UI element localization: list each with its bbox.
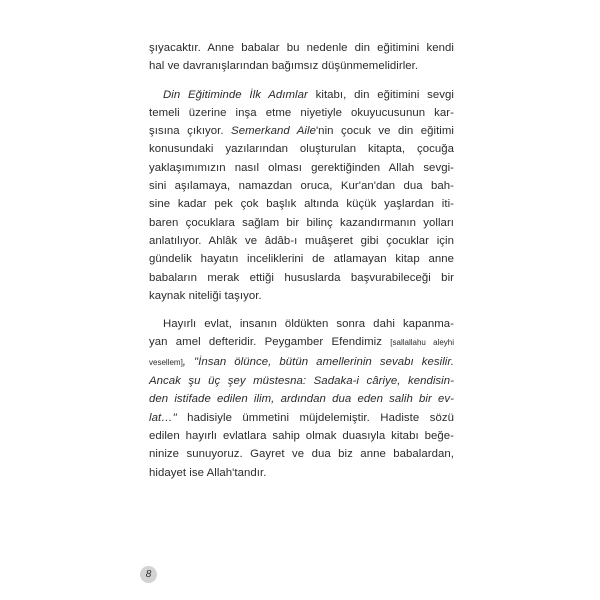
paragraph2-line10: gündelik hayatın inceliklerini de atlamayan kitap anne	[149, 253, 454, 266]
paragraph1-line2: hal ve davranışlarından bağımsız düşünmemelidirler.	[149, 60, 419, 73]
paragraph3-line3	[149, 353, 454, 372]
paragraph2-line4: konusundaki yazılarından oluşturulan kitapta, çocuğa	[149, 143, 454, 156]
paragraph2-line8: baren çocuklara sağlam bir bilinç kazandırmanın yolları	[149, 216, 454, 229]
paragraph2-line7: sine kadar pek çok başlık altında küçük yaşlardan iti-	[149, 198, 454, 211]
paragraph3-line2: yan amel defteridir. Peygamber Efendimiz [sallallahu aleyhi	[149, 336, 455, 349]
page-number: 8	[145, 568, 152, 580]
paragraph2-line2: temeli üzerine inşa etme niyetiyle okuyucusunun kar-	[149, 106, 454, 119]
paragraph3-line9: hidayet ise Allah'tandır.	[149, 466, 267, 479]
honorific-note-end: vesellem]	[149, 357, 183, 367]
paragraph3-line6: lat…" hadisiyle ümmetini müjdelemiştir. Hadiste sözü	[149, 411, 454, 424]
paragraph3-line7: edilen hayırlı evlatlara sahip olmak duasıyla kitabı beğe-	[149, 429, 454, 442]
honorific-note: [sallallahu aleyhi	[390, 338, 455, 348]
page-number-badge	[140, 566, 157, 583]
paragraph3-line5: den istifade edilen ilim, ardından dua eden salih bir ev-	[149, 393, 454, 406]
paragraph3-line4: Ancak şu üç şey müstesna: Sadaka-i câriye, kendisin-	[149, 375, 454, 388]
paragraph3-line8: ninize sunuyoruz. Gayret ve dua biz anne babalardan,	[149, 448, 454, 461]
paragraph3-line1: Hayırlı evlat, insanın öldükten sonra dahi kapanma-	[163, 318, 454, 331]
paragraph-gap	[149, 305, 454, 315]
paragraph2-line11: babaların merak ettiği hususlarda başvurabileceği bir	[149, 271, 454, 284]
paragraph2-line9: anlatılıyor. Ahlâk ve âdâb-ı muâşeret gibi çocuklar için	[149, 234, 454, 247]
paragraph1-line1: şıyacaktır. Anne babalar bu nedenle din eğitimini kendi	[149, 42, 454, 54]
paragraph2-line12: kaynak niteliği taşıyor.	[149, 289, 262, 302]
paragraph2-line1: Din Eğitiminde İlk Adımlar kitabı, din eğitimini sevgi	[163, 88, 455, 101]
book-title: Din Eğitiminde İlk Adımlar	[163, 88, 308, 101]
body-text	[149, 39, 454, 482]
hadith-quote: , "İnsan ölünce, bütün amellerinin sevabı kesilir.	[182, 355, 454, 368]
paragraph2-line6: sini aşılamaya, namazdan oruca, Kur'an'dan dua bah-	[149, 180, 454, 193]
magazine-title: Semerkand Aile	[231, 125, 316, 138]
paragraph2-line3: şısına çıkıyor. Semerkand Aile'nin çocuk ve din eğitimi	[149, 125, 455, 138]
paragraph2-line5: yaklaşımımızın nasıl olması gerektiğinden Allah sevgi-	[149, 161, 454, 174]
paragraph-gap	[149, 76, 454, 86]
